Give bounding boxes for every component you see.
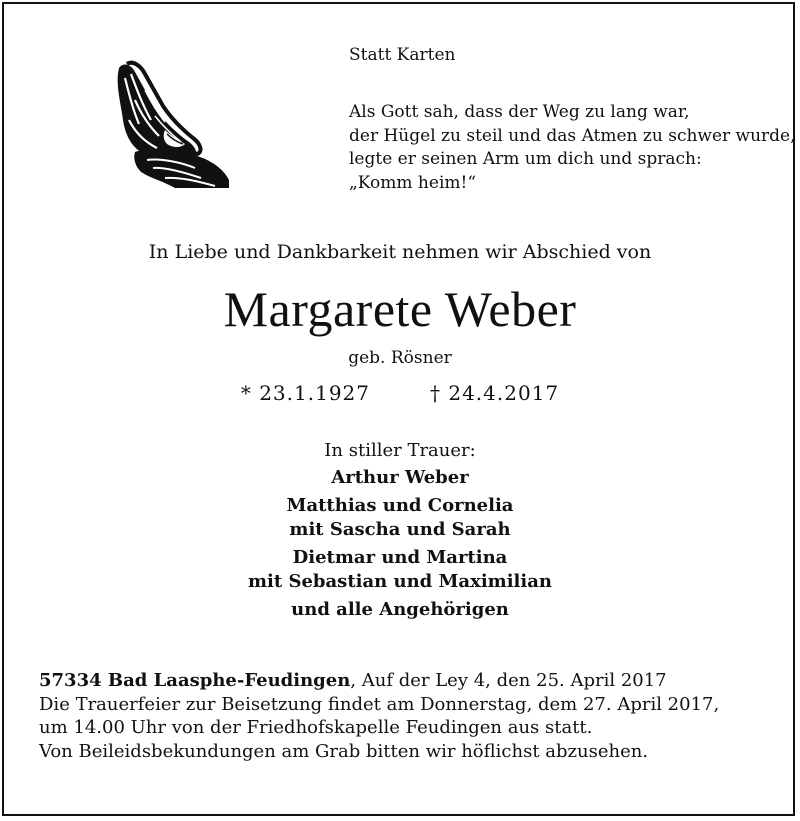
poem-line: legte er seinen Arm um dich und sprach: <box>349 149 702 169</box>
footer-line: um 14.00 Uhr von der Friedhofskapelle Feudingen aus statt. <box>39 717 593 738</box>
address-place: 57334 Bad Laasphe-Feudingen <box>39 670 351 691</box>
statt-karten-heading: Statt Karten <box>349 45 456 65</box>
mourner-group <box>0 466 800 490</box>
mourner-line: Arthur Weber <box>331 467 469 488</box>
mourners-list <box>0 466 800 626</box>
poem <box>349 101 796 195</box>
mourner-line: Matthias und Cornelia <box>286 495 514 516</box>
address-rest: , Auf der Ley 4, den 25. April 2017 <box>350 670 667 691</box>
life-dates <box>0 381 800 405</box>
birth-date: * 23.1.1927 <box>240 381 370 405</box>
death-date: † 24.4.2017 <box>430 381 560 405</box>
mourner-group <box>0 494 800 542</box>
poem-line: der Hügel zu steil und das Atmen zu schwer wurde, <box>349 125 796 146</box>
poem-line: „Komm heim!“ <box>349 172 477 193</box>
mourner-line: mit Sebastian und Maximilian <box>248 571 552 592</box>
praying-hands-icon <box>105 60 231 188</box>
mourner-line: mit Sascha und Sarah <box>289 519 511 540</box>
maiden-name: geb. Rösner <box>348 348 452 368</box>
footer-info <box>39 669 719 763</box>
mourners-label: In stiller Trauer: <box>324 440 476 461</box>
footer-line: Von Beileidsbekundungen am Grab bitten wir höflichst abzusehen. <box>39 740 649 762</box>
footer-line: Die Trauerfeier zur Beisetzung findet am Donnerstag, dem 27. April 2017, <box>39 693 720 715</box>
address-line <box>39 669 719 693</box>
intro-text: In Liebe und Dankbarkeit nehmen wir Abschied von <box>148 241 652 263</box>
mourner-line: und alle Angehörigen <box>291 599 509 620</box>
poem-line: Als Gott sah, dass der Weg zu lang war, <box>349 102 690 122</box>
mourner-line: Dietmar und Martina <box>292 547 508 568</box>
deceased-name: Margarete Weber <box>223 281 577 337</box>
mourner-group <box>0 546 800 594</box>
mourner-group <box>0 598 800 622</box>
